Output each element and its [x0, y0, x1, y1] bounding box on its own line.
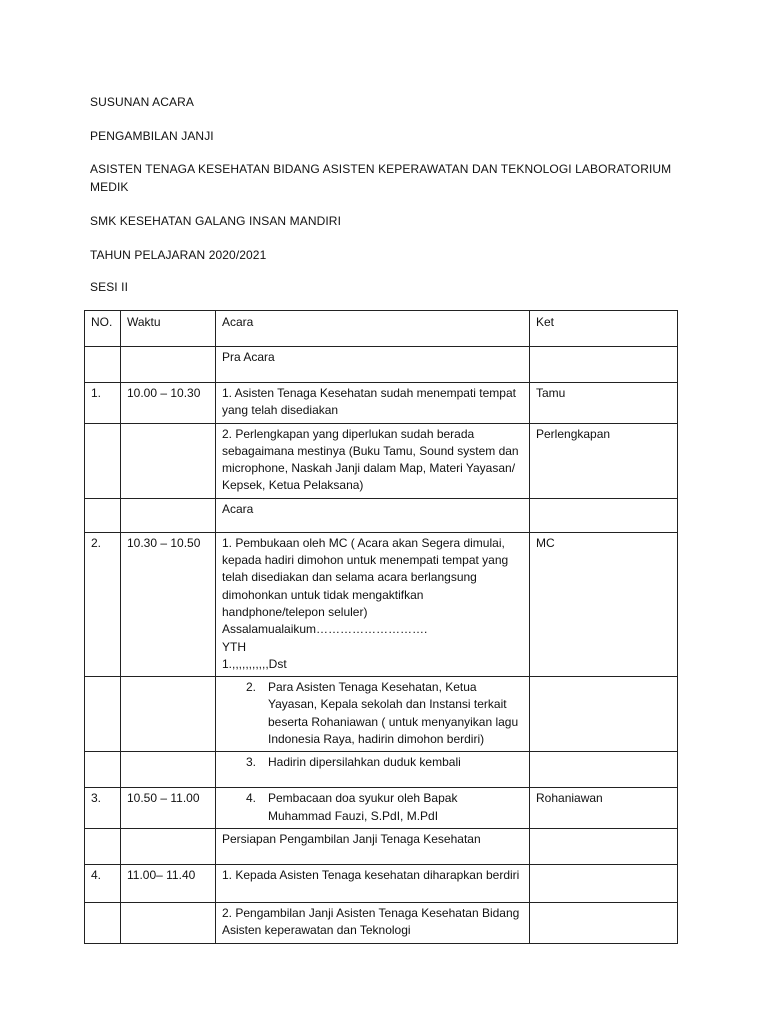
row-event: 2. Perlengkapan yang diperlukan sudah berada sebagaimana mestinya (Buku Tamu, Sound system dan microphone, Naskah Janji dalam Map, Materi Yayasan/ Kepsek, Ketua Pelaksana) — [216, 423, 530, 498]
table-row — [85, 788, 678, 829]
row-time: 11.00– 11.40 — [121, 864, 216, 902]
table-row — [85, 864, 678, 902]
session-label: SESI II — [90, 280, 129, 294]
event-text: 1. Pembukaan oleh MC ( Acara akan Segera dimulai, kepada hadiri dimohon untuk menempati tempat yang telah disediakan dan selama acara berlangsung dimohonkan untuk tidak mengaktifkan handphone/telepon seluler) — [222, 535, 509, 619]
academic-year: TAHUN PELAJARAN 2020/2021 — [90, 248, 267, 262]
row-note: Perlengkapan — [530, 423, 678, 498]
row-event — [216, 532, 530, 676]
row-event: 1. Kepada Asisten Tenaga kesehatan diharapkan berdiri — [216, 864, 530, 902]
row-event — [216, 752, 530, 788]
document-subtitle: PENGAMBILAN JANJI — [90, 129, 214, 143]
table-row — [85, 423, 678, 498]
header-note: Ket — [530, 311, 678, 347]
event-greeting: Assalamualaikum………………………. — [222, 622, 428, 637]
row-no: 4. — [85, 864, 121, 902]
row-note — [530, 347, 678, 383]
table-header-row — [85, 311, 678, 347]
row-event: 2. Pengambilan Janji Asisten Tenaga Kesehatan Bidang Asisten keperawatan dan Teknologi — [216, 902, 530, 943]
row-time — [121, 828, 216, 864]
row-no: 3. — [85, 788, 121, 829]
table-row — [85, 498, 678, 532]
row-event: 1. Asisten Tenaga Kesehatan sudah menempati tempat yang telah disediakan — [216, 383, 530, 424]
row-no — [85, 752, 121, 788]
row-note — [530, 864, 678, 902]
table-row — [85, 752, 678, 788]
item-text: Hadirin dipersilahkan duduk kembali — [268, 755, 461, 770]
event-list: 1.,,,,,,,,,,,Dst — [222, 656, 287, 671]
table-row — [85, 383, 678, 424]
row-note — [530, 828, 678, 864]
row-no — [85, 423, 121, 498]
row-event — [216, 677, 530, 752]
row-time: 10.00 – 10.30 — [121, 383, 216, 424]
row-time — [121, 902, 216, 943]
item-text: Pembacaan doa syukur oleh Bapak Muhammad Fauzi, S.PdI, M.PdI — [268, 791, 458, 823]
row-time: 10.30 – 10.50 — [121, 532, 216, 676]
row-event: Acara — [216, 498, 530, 532]
row-time — [121, 752, 216, 788]
header-event: Acara — [216, 311, 530, 347]
row-no — [85, 902, 121, 943]
header-time: Waktu — [121, 311, 216, 347]
row-event — [216, 788, 530, 829]
row-time — [121, 498, 216, 532]
schedule-table — [84, 310, 678, 944]
numbered-item — [222, 790, 523, 825]
table-row — [85, 347, 678, 383]
table-row — [85, 532, 678, 676]
item-number: 4. — [246, 791, 257, 806]
item-number: 2. — [246, 680, 257, 695]
numbered-item — [222, 754, 523, 771]
program-name: ASISTEN TENAGA KESEHATAN BIDANG ASISTEN KEPERAWATAN DAN TEKNOLOGI LABORATORIUM MEDIK — [90, 162, 672, 194]
row-no — [85, 828, 121, 864]
row-note: Rohaniawan — [530, 788, 678, 829]
table-row — [85, 677, 678, 752]
row-time — [121, 347, 216, 383]
row-note — [530, 752, 678, 788]
numbered-item — [222, 679, 523, 748]
row-note — [530, 902, 678, 943]
row-no — [85, 498, 121, 532]
row-note — [530, 498, 678, 532]
row-no — [85, 347, 121, 383]
table-row — [85, 828, 678, 864]
row-time — [121, 423, 216, 498]
row-note — [530, 677, 678, 752]
school-name: SMK KESEHATAN GALANG INSAN MANDIRI — [90, 214, 341, 228]
row-note: MC — [530, 532, 678, 676]
table-row — [85, 902, 678, 943]
row-time — [121, 677, 216, 752]
row-note: Tamu — [530, 383, 678, 424]
event-yth: YTH — [222, 639, 246, 654]
item-number: 3. — [246, 755, 257, 770]
row-event: Persiapan Pengambilan Janji Tenaga Kesehatan — [216, 828, 530, 864]
row-event: Pra Acara — [216, 347, 530, 383]
header-no: NO. — [85, 311, 121, 347]
row-no: 2. — [85, 532, 121, 676]
row-no: 1. — [85, 383, 121, 424]
row-time: 10.50 – 11.00 — [121, 788, 216, 829]
document-title: SUSUNAN ACARA — [90, 95, 194, 109]
row-no — [85, 677, 121, 752]
item-text: Para Asisten Tenaga Kesehatan, Ketua Yayasan, Kepala sekolah dan Instansi terkait beserta Rohaniawan ( untuk menyanyikan lagu Indonesia Raya, hadirin dimohon berdiri) — [268, 680, 519, 747]
